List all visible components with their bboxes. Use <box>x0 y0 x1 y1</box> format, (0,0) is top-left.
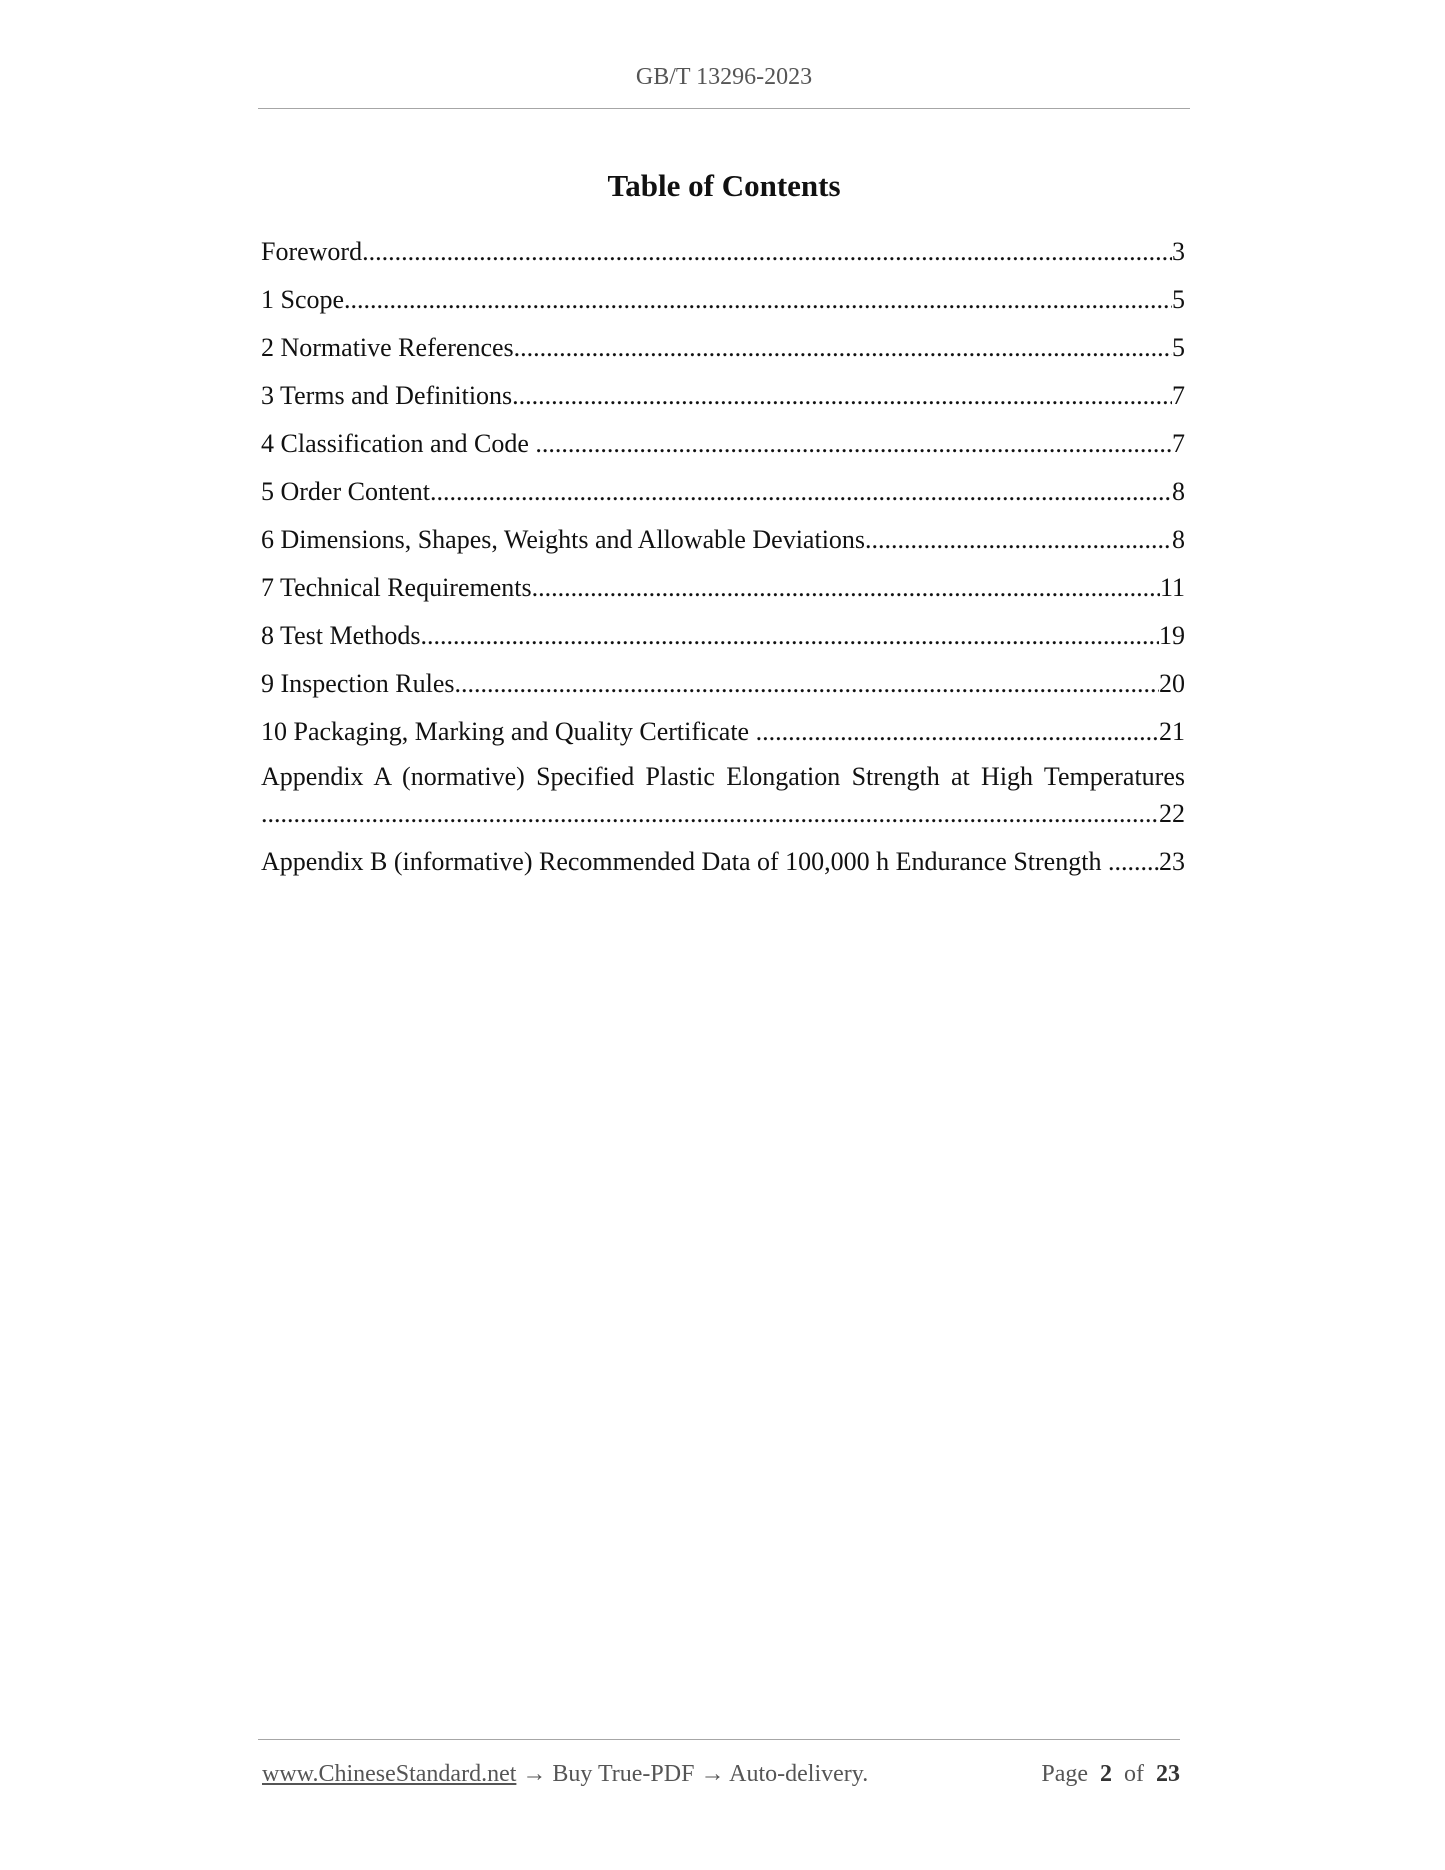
total-pages: 23 <box>1156 1761 1180 1787</box>
dot-leader <box>535 424 1172 464</box>
toc-entry-scope[interactable] <box>261 280 1185 328</box>
toc-entry-page: 8 <box>1172 477 1185 506</box>
page-word: Page <box>1041 1761 1088 1787</box>
toc-entry-page: 5 <box>1172 333 1185 362</box>
toc-entry-appendix-a[interactable] <box>261 760 1185 842</box>
toc-entry-label: 3 Terms and Definitions <box>261 381 513 410</box>
of-word: of <box>1124 1761 1144 1787</box>
footer-divider <box>258 1739 1180 1740</box>
toc-entry-page: 23 <box>1159 847 1185 876</box>
toc-entry-page: 5 <box>1172 285 1185 314</box>
dot-leader <box>362 232 1172 272</box>
toc-entry-label: 6 Dimensions, Shapes, Weights and Allowable Deviations <box>261 525 866 554</box>
toc-entry-page: 7 <box>1172 429 1185 458</box>
dot-leader <box>261 794 1159 834</box>
toc-entry-label: 4 Classification and Code <box>261 429 536 458</box>
toc-entry-page: 19 <box>1159 621 1185 650</box>
dot-leader <box>532 568 1160 608</box>
page-number <box>1041 1758 1180 1790</box>
toc-entry-page: 21 <box>1159 717 1185 746</box>
toc-entry-label: 8 Test Methods <box>261 621 421 650</box>
toc-entry-appendix-b[interactable] <box>261 842 1185 890</box>
toc-entry-technical-requirements[interactable] <box>261 568 1185 616</box>
toc-entry-terms-definitions[interactable] <box>261 376 1185 424</box>
dot-leader <box>1108 842 1159 882</box>
toc-entry-page: 8 <box>1172 525 1185 554</box>
toc-entry-test-methods[interactable] <box>261 616 1185 664</box>
current-page: 2 <box>1100 1761 1112 1787</box>
dot-leader <box>420 616 1159 656</box>
arrow-right-icon: → <box>522 1761 547 1787</box>
dot-leader <box>865 520 1172 560</box>
toc-entry-dimensions[interactable] <box>261 520 1185 568</box>
toc-entry-page: 11 <box>1159 573 1185 602</box>
table-of-contents <box>261 232 1185 890</box>
dot-leader <box>512 376 1172 416</box>
dot-leader <box>344 280 1172 320</box>
auto-delivery-text: Auto-delivery. <box>729 1761 869 1787</box>
toc-entry-label: Appendix B (informative) Recommended Data of 100,000 h Endurance Strength <box>261 847 1108 876</box>
toc-entry-page: 20 <box>1159 669 1185 698</box>
arrow-right-icon: → <box>700 1761 725 1787</box>
dot-leader <box>455 664 1159 704</box>
toc-entry-page: 22 <box>1159 799 1185 828</box>
dot-leader <box>756 712 1159 752</box>
toc-entry-inspection-rules[interactable] <box>261 664 1185 712</box>
page-footer <box>262 1758 1180 1790</box>
toc-entry-label: Foreword <box>261 237 363 266</box>
toc-entry-label: 5 Order Content <box>261 477 430 506</box>
running-header: GB/T 13296-2023 <box>635 64 813 90</box>
toc-entry-page: 3 <box>1172 237 1185 266</box>
toc-entry-label: 10 Packaging, Marking and Quality Certificate <box>261 717 756 746</box>
buy-pdf-text: Buy True-PDF <box>552 1761 695 1787</box>
toc-entry-order-content[interactable] <box>261 472 1185 520</box>
toc-entry-label: 2 Normative References <box>261 333 514 362</box>
toc-entry-classification-code[interactable] <box>261 424 1185 472</box>
toc-entry-label: Appendix A (normative) Specified Plastic Elongation Strength at High Temperatures <box>261 762 1185 791</box>
site-link[interactable]: www.ChineseStandard.net <box>262 1761 517 1787</box>
toc-entry-label: 7 Technical Requirements <box>261 573 532 602</box>
header-divider <box>258 108 1190 109</box>
toc-entry-label: 9 Inspection Rules <box>261 669 455 698</box>
dot-leader <box>430 472 1172 512</box>
toc-entry-label: 1 Scope <box>261 285 345 314</box>
toc-entry-packaging-marking[interactable] <box>261 712 1185 760</box>
toc-entry-normative-references[interactable] <box>261 328 1185 376</box>
toc-entry-page: 7 <box>1172 381 1185 410</box>
toc-title: Table of Contents <box>607 168 841 203</box>
dot-leader <box>514 328 1172 368</box>
toc-entry-foreword[interactable] <box>261 232 1185 280</box>
